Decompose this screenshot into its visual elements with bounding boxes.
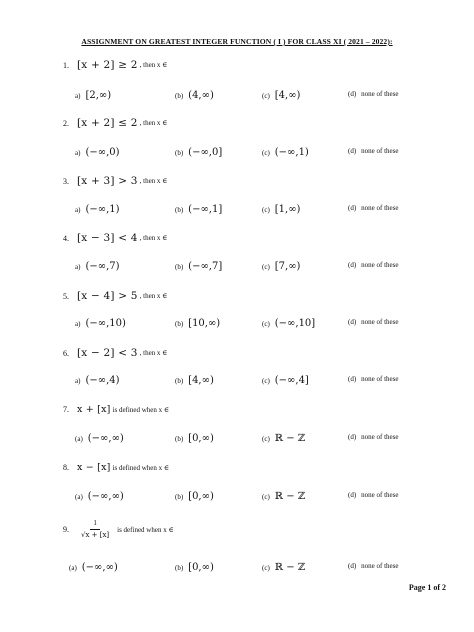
question-expression: [x − 2] < 3 [77, 347, 138, 359]
option-a[interactable]: a) (−∞,4) [75, 375, 120, 386]
question-expression: [x − 3] < 4 [77, 232, 138, 244]
option-b[interactable]: (b) (4,∞) [175, 90, 214, 101]
option-b[interactable]: (b) [10,∞) [175, 318, 221, 329]
question-tail: , then x ∈ [139, 177, 168, 185]
option-b[interactable]: (b) [0,∞) [175, 562, 214, 573]
option-b[interactable]: (b) (−∞,0] [175, 147, 223, 158]
option-a[interactable]: a) [2,∞) [75, 90, 112, 101]
option-d[interactable]: (d) none of these [348, 147, 399, 155]
option-d[interactable]: (d) none of these [348, 318, 399, 326]
option-c[interactable]: (c) (−∞,4] [262, 375, 309, 386]
page-title: ASSIGNMENT ON GREATEST INTEGER FUNCTION ( I ) FOR CLASS XI ( 2021 – 2022): [81, 37, 393, 46]
option-d[interactable]: (d) none of these [348, 261, 399, 269]
question-tail: , then x ∈ [139, 349, 168, 357]
question-expression: [x + 2] ≥ 2 [77, 59, 138, 71]
option-c[interactable]: (c) ℝ − ℤ [262, 433, 306, 444]
option-b[interactable]: (b) (−∞,1] [175, 204, 223, 215]
option-b[interactable]: (b) [0,∞) [175, 433, 214, 444]
question-tail: , then x ∈ [139, 119, 168, 127]
option-a[interactable]: a) (−∞,0) [75, 147, 120, 158]
option-d[interactable]: (d) none of these [348, 204, 399, 212]
question-tail: is defined when x ∈ [112, 405, 170, 414]
option-d[interactable]: (d) none of these [348, 433, 399, 441]
option-b[interactable]: (b) (−∞,7] [175, 261, 223, 272]
question-expression: [x + 2] ≤ 2 [77, 117, 138, 129]
question-stem: 9. $\frac{1}{√x + [x]}$ is defined when x ∈ [63, 519, 174, 539]
question-expression: [x − 4] > 5 [77, 290, 138, 302]
question-stem: 7. x + [x] is defined when x ∈ [63, 404, 170, 415]
question-tail: , then x ∈ [139, 61, 168, 69]
option-c[interactable]: (c) (−∞,10] [262, 318, 316, 329]
fraction-expression: $\frac{1}{√x + [x]}$ [81, 519, 110, 539]
question-expression: x − [x] [77, 462, 111, 473]
option-a[interactable]: a) (−∞,10) [75, 318, 126, 329]
question-expression: [x + 3] > 3 [77, 175, 138, 187]
page-number: Page 1 of 2 [408, 583, 446, 592]
question-stem: 2. [x + 2] ≤ 2 , then x ∈ [63, 117, 168, 129]
option-c[interactable]: (c) [1,∞) [262, 204, 301, 215]
option-d[interactable]: (d) none of these [348, 562, 399, 570]
option-a[interactable]: a) (−∞,7) [75, 261, 120, 272]
question-expression: x + [x] [77, 404, 111, 415]
question-stem: 5. [x − 4] > 5 , then x ∈ [63, 290, 168, 302]
option-b[interactable]: (b) [4,∞) [175, 375, 214, 386]
option-c[interactable]: (c) [7,∞) [262, 261, 301, 272]
question-tail: , then x ∈ [139, 234, 168, 242]
option-a[interactable]: (a) (−∞,∞) [75, 433, 124, 444]
option-c[interactable]: (c) ℝ − ℤ [262, 562, 306, 573]
question-stem: 1. [x + 2] ≥ 2 , then x ∈ [63, 59, 168, 71]
question-tail: is defined when x ∈ [117, 525, 174, 534]
option-c[interactable]: (c) ℝ − ℤ [262, 491, 306, 502]
option-a[interactable]: a) (−∞,1) [75, 204, 120, 215]
question-tail: is defined when x ∈ [112, 463, 170, 472]
question-stem: 4. [x − 3] < 4 , then x ∈ [63, 232, 168, 244]
option-d[interactable]: (d) none of these [348, 491, 399, 499]
option-c[interactable]: (c) [4,∞) [262, 90, 301, 101]
question-stem: 3. [x + 3] > 3 , then x ∈ [63, 175, 168, 187]
question-tail: , then x ∈ [139, 292, 168, 300]
question-stem: 6. [x − 2] < 3 , then x ∈ [63, 347, 168, 359]
option-d[interactable]: (d) none of these [348, 90, 399, 98]
option-c[interactable]: (c) (−∞,1) [262, 147, 309, 158]
option-a[interactable]: (a) (−∞,∞) [75, 491, 124, 502]
option-a[interactable]: (a) (−∞,∞) [69, 562, 118, 573]
option-b[interactable]: (b) [0,∞) [175, 491, 214, 502]
option-d[interactable]: (d) none of these [348, 375, 399, 383]
question-stem: 8. x − [x] is defined when x ∈ [63, 462, 170, 473]
